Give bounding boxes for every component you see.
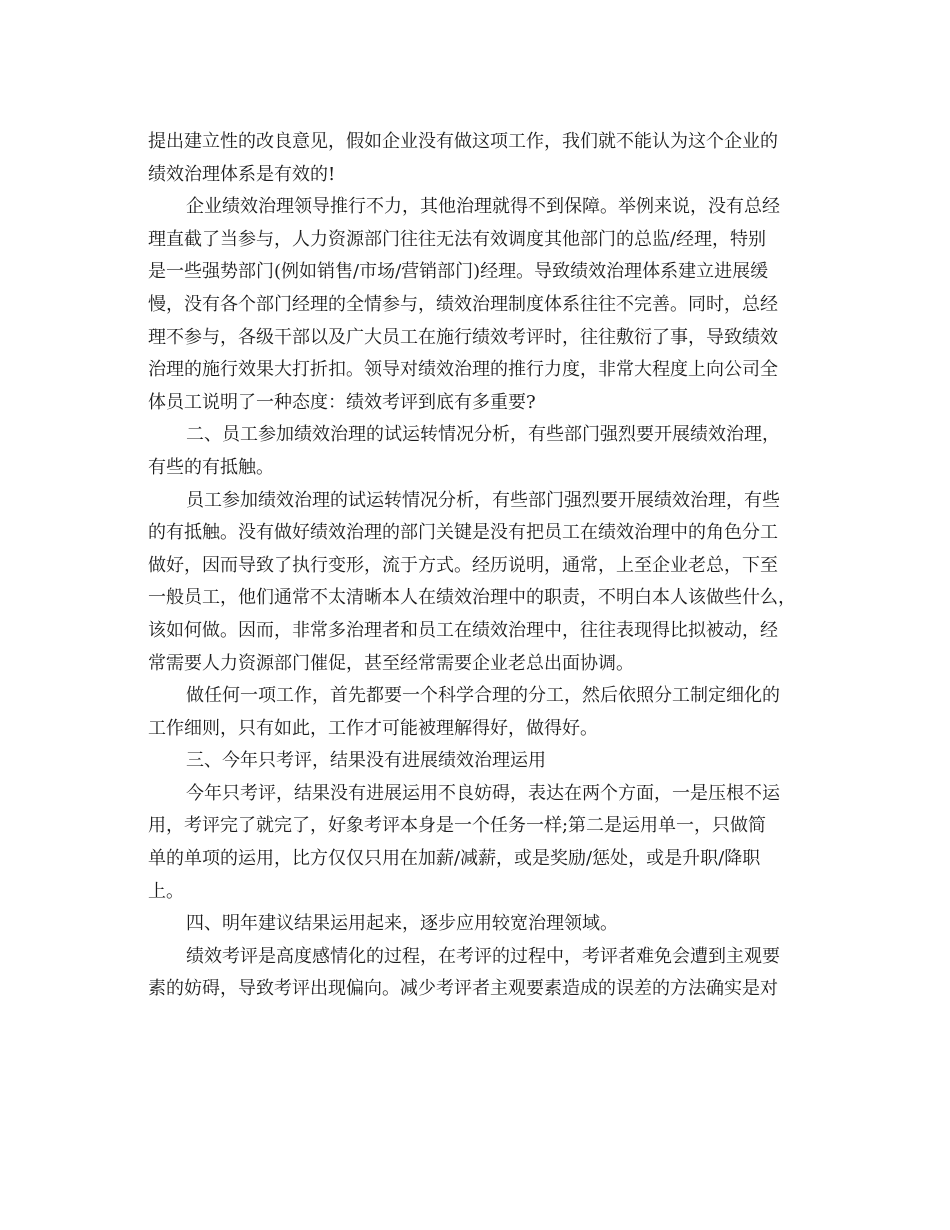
text-line: 工作细则，只有如此，工作才可能被理解得好，做得好。 (148, 717, 598, 739)
text-line: 治理的施行效果大打折扣。领导对绩效治理的推行力度，非常大程度上向公司全 (148, 359, 778, 381)
text-line: 理不参与，各级干部以及广大员工在施行绩效考评时，往往敷衍了事，导致绩效 (148, 326, 778, 348)
text-line: 该如何做。因而，非常多治理者和员工在绩效治理中，往往表现得比拟被动，经 (148, 619, 778, 641)
text-line: 三、今年只考评，结果没有进展绩效治理运用 (186, 750, 546, 772)
text-line: 绩效治理体系是有效的! (148, 163, 336, 185)
text-line: 体员工说明了一种态度：绩效考评到底有多重要? (148, 391, 536, 413)
text-line: 的有抵触。没有做好绩效治理的部门关键是没有把员工在绩效治理中的角色分工 (148, 522, 778, 544)
text-line: 员工参加绩效治理的试运转情况分析，有些部门强烈要开展绩效治理，有些 (186, 489, 780, 511)
text-line: 素的妨碍，导致考评出现偏向。减少考评者主观要素造成的误差的方法确实是对 (148, 978, 778, 1000)
document-body (148, 126, 808, 1006)
text-line: 有些的有抵触。 (148, 456, 274, 478)
text-line: 慢，没有各个部门经理的全情参与，绩效治理制度体系往往不完善。同时，总经 (148, 293, 778, 315)
text-line: 二、员工参加绩效治理的试运转情况分析，有些部门强烈要开展绩效治理， (186, 424, 780, 446)
text-line: 今年只考评，结果没有进展运用不良妨碍，表达在两个方面，一是压根不运 (186, 782, 780, 804)
text-line: 绩效考评是高度感情化的过程，在考评的过程中，考评者难免会遭到主观要 (186, 945, 780, 967)
text-line: 上。 (148, 880, 184, 902)
text-line: 做好，因而导致了执行变形，流于方式。经历说明，通常，上至企业老总，下至 (148, 554, 778, 576)
text-line: 企业绩效治理领导推行不力，其他治理就得不到保障。举例来说，没有总经 (186, 196, 780, 218)
text-line: 提出建立性的改良意见，假如企业没有做这项工作，我们就不能认为这个企业的 (148, 131, 778, 152)
text-line: 单的单项的运用，比方仅仅只用在加薪/减薪，或是奖励/惩处，或是升职/降职 (148, 848, 761, 870)
text-line: 四、明年建议结果运用起来，逐步应用较宽治理领域。 (186, 913, 618, 935)
text-line: 是一些强势部门(例如销售/市场/营销部门)经理。导致绩效治理体系建立进展缓 (148, 261, 769, 283)
text-line: 理直截了当参与，人力资源部门往往无法有效调度其他部门的总监/经理，特别 (148, 228, 767, 250)
text-line: 常需要人力资源部门催促，甚至经常需要企业老总出面协调。 (148, 652, 634, 674)
text-line: 一般员工，他们通常不太清晰本人在绩效治理中的职责，不明白本人该做些什么， (148, 587, 796, 609)
text-line: 用，考评完了就完了，好象考评本身是一个任务一样;第二是运用单一，只做简 (148, 815, 767, 837)
text-line: 做任何一项工作，首先都要一个科学合理的分工，然后依照分工制定细化的 (186, 685, 780, 707)
